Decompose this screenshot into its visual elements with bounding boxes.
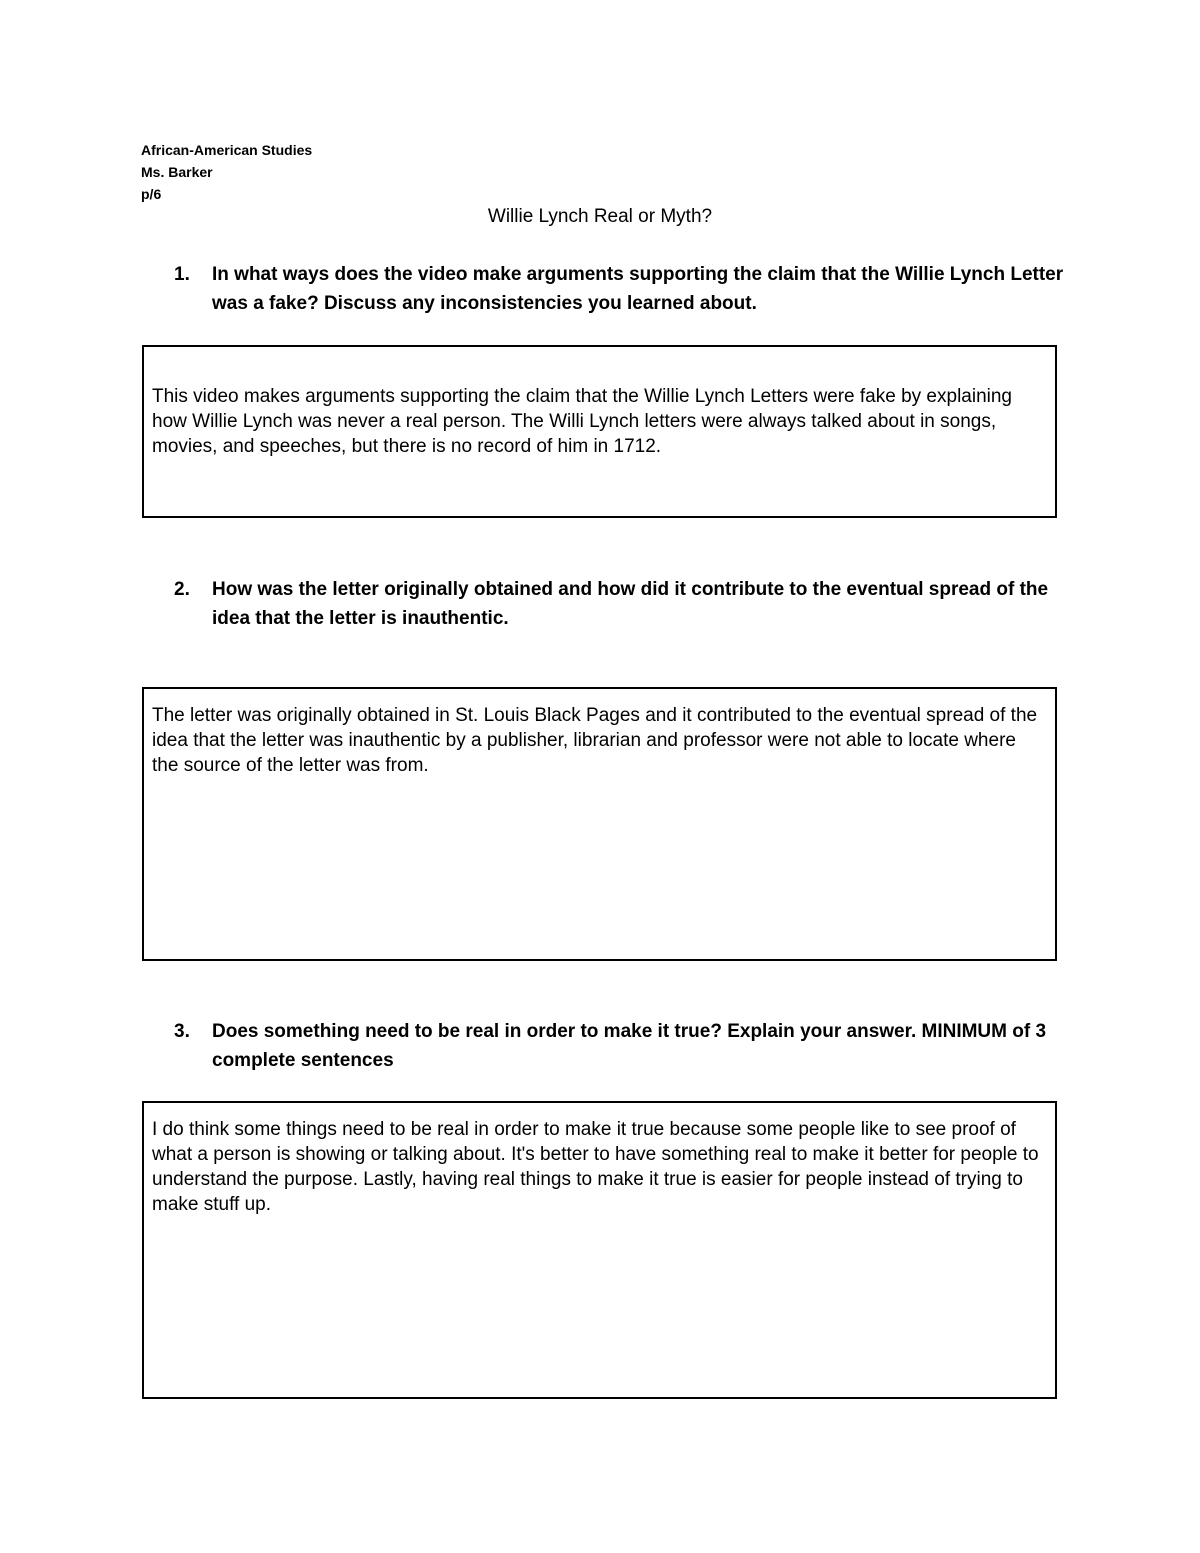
answer-text: This video makes arguments supporting the claim that the Willie Lynch Letters were fake by explaining how Willie Lynch was never a real person. The Willi Lynch letters were always talked about in songs, movies, and speeches, but there is no record of him in 1712. [152,386,1013,457]
question-text: How was the letter originally obtained and how did it contribute to the eventual spread of the idea that the letter is inauthentic. [212,579,1049,629]
question-3 [174,1017,1074,1075]
answer-text: I do think some things need to be real in order to make it true because some people like to see proof of what a person is showing or talking about. It's better to have something real to make it better for people to understand the purpose. Lastly, having real things to make it true is easier for people instead of trying to make stuff up. [152,1119,1039,1215]
class-period: p/6 [141,186,162,202]
question-number: 3. [174,1021,190,1042]
teacher-name: Ms. Barker [141,164,213,180]
answer-box-1[interactable] [142,345,1057,518]
question-number: 1. [174,264,190,285]
question-number: 2. [174,579,190,600]
course-name: African-American Studies [141,142,313,158]
question-1 [174,260,1074,318]
answer-text: The letter was originally obtained in St. Louis Black Pages and it contributed to the eventual spread of the idea that the letter was inauthentic by a publisher, librarian and professor were not able to locate where the source of the letter was from. [152,705,1038,776]
answer-box-3[interactable] [142,1101,1057,1399]
question-2 [174,575,1074,633]
answer-box-2[interactable] [142,687,1057,961]
question-text: Does something need to be real in order to make it true? Explain your answer. MINIMUM of 3 complete sentences [212,1021,1047,1071]
document-title: Willie Lynch Real or Myth? [487,206,713,227]
question-text: In what ways does the video make arguments supporting the claim that the Willie Lynch Letter was a fake? Discuss any inconsistencies you learned about. [212,264,1064,314]
